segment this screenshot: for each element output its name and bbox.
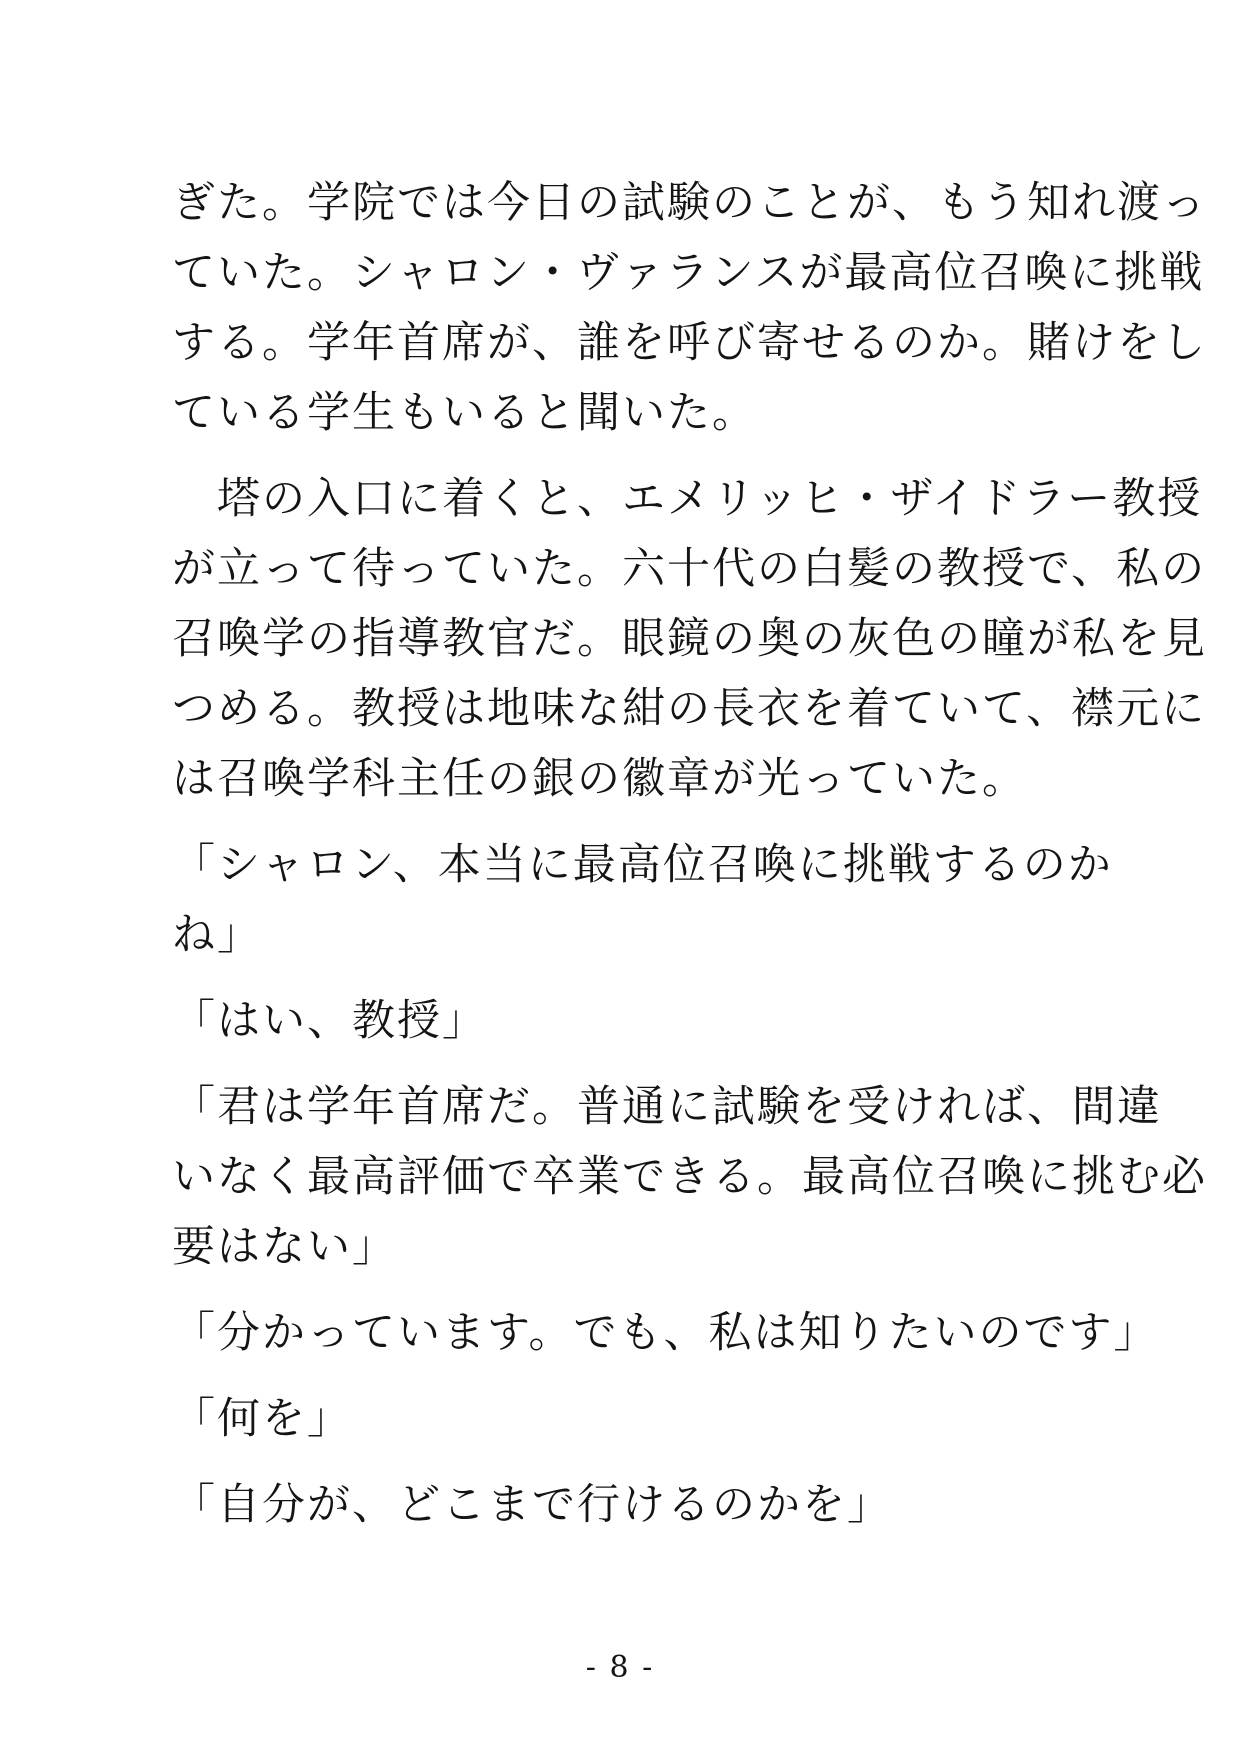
text-line: 「君は学年首席だ。普通に試験を受ければ、間違 bbox=[172, 1082, 1162, 1132]
text-line: 「はい、教授」 bbox=[172, 996, 487, 1046]
text-line: ている学生もいると聞いた。 bbox=[172, 388, 757, 438]
text-line: 「自分が、どこまで行けるのかを」 bbox=[172, 1480, 892, 1530]
text-line: つめる。教授は地味な紺の長衣を着ていて、襟元に bbox=[172, 684, 1207, 734]
text-line: する。学年首席が、誰を呼び寄せるのか。賭けをし bbox=[172, 318, 1207, 368]
body-text bbox=[172, 168, 1207, 1540]
text-line: 召喚学の指導教官だ。眼鏡の奥の灰色の瞳が私を見 bbox=[172, 614, 1207, 664]
text-line: が立って待っていた。六十代の白髪の教授で、私の bbox=[172, 544, 1207, 594]
text-line: いなく最高評価で卒業できる。最高位召喚に挑む必 bbox=[172, 1152, 1207, 1202]
text-line: 「何を」 bbox=[172, 1394, 352, 1444]
page-number: - 8 - bbox=[585, 1650, 655, 1685]
text-line: は召喚学科主任の銀の徽章が光っていた。 bbox=[172, 754, 1027, 804]
text-line: ぎた。学院では今日の試験のことが、もう知れ渡っ bbox=[172, 178, 1207, 228]
text-line: 「分かっています。でも、私は知りたいのです」 bbox=[172, 1308, 1159, 1358]
text-line: ね」 bbox=[172, 910, 262, 960]
text-line: 要はない」 bbox=[172, 1222, 397, 1272]
text-line: 「シャロン、本当に最高位召喚に挑戦するのか bbox=[172, 840, 1113, 890]
text-line: ていた。シャロン・ヴァランスが最高位召喚に挑戦 bbox=[172, 248, 1205, 298]
text-line: 塔の入口に着くと、エメリッヒ・ザイドラー教授 bbox=[172, 474, 1203, 524]
